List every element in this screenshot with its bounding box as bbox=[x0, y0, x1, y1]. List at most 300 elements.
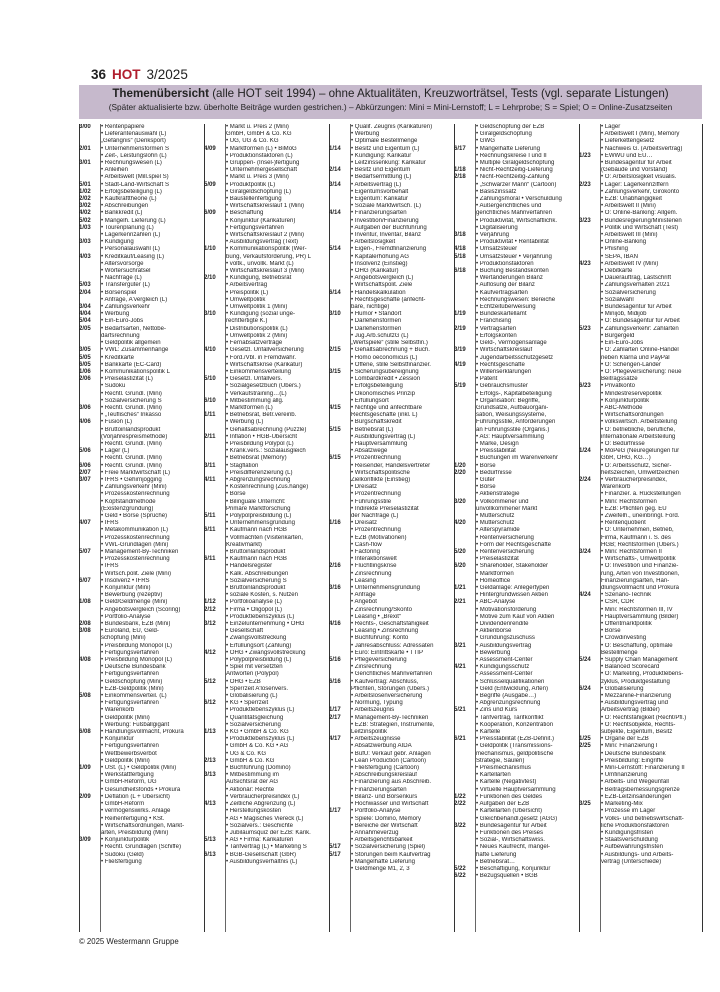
topic-entry bbox=[329, 189, 454, 196]
topic-entry bbox=[79, 772, 204, 779]
issue-date: 1/17 bbox=[329, 808, 341, 815]
topic-entry bbox=[329, 412, 454, 419]
topic-text: • Zweifelh., uneinbringl. Ford. bbox=[601, 512, 680, 519]
issue-date bbox=[579, 412, 601, 419]
topic-text: • O: Online-Banking: Allgem. bbox=[601, 210, 678, 217]
topic-entry bbox=[579, 124, 702, 131]
topic-text: • Gesetzl. Unfallvers. bbox=[226, 376, 283, 383]
topic-entry bbox=[204, 398, 329, 405]
issue-date bbox=[579, 621, 601, 628]
topic-text: • Geldmenge M1, 2, 3 bbox=[351, 865, 410, 872]
topic-text: • Gesetzl. Unfallversicherung bbox=[226, 347, 304, 354]
topic-entry bbox=[204, 686, 329, 693]
topic-text: • Arbeitszeugnis bbox=[351, 707, 395, 714]
topic-entry bbox=[579, 369, 702, 376]
topic-entry bbox=[204, 326, 329, 333]
topic-text: • Auflösung der Bilanz bbox=[476, 282, 535, 289]
issue-date bbox=[204, 297, 226, 304]
topic-text: • Lieferkettengesetz bbox=[601, 138, 655, 145]
issue-date bbox=[579, 585, 601, 592]
issue-date bbox=[204, 419, 226, 426]
topic-text: • O: betriebliche, berufliche, bbox=[601, 426, 676, 433]
topic-text: • Konjunkturpolitik bbox=[101, 837, 150, 844]
issue-date bbox=[204, 808, 226, 815]
issue-date bbox=[79, 513, 101, 520]
topic-text: • Kartelle (Negativtest) bbox=[476, 779, 537, 786]
topic-entry bbox=[204, 657, 329, 664]
topic-entry bbox=[79, 268, 204, 275]
issue-date: 3/02 bbox=[79, 203, 91, 210]
topic-text: • Beschäftigung, Konjunktur bbox=[476, 865, 551, 872]
topic-entry bbox=[204, 808, 329, 815]
topic-text: • Baustellenfertigung bbox=[226, 196, 282, 203]
topic-entry bbox=[79, 765, 204, 772]
issue-date bbox=[329, 376, 351, 383]
topic-text: • Bruttoinlandsprodukt bbox=[226, 548, 286, 555]
topic-entry bbox=[79, 722, 204, 729]
issue-date bbox=[204, 563, 226, 570]
topic-entry bbox=[204, 700, 329, 707]
topic-entry bbox=[454, 167, 579, 174]
topic-text: • Lager: Lagerkennziffern bbox=[601, 181, 669, 188]
topic-text: hafte Lieferung bbox=[476, 851, 517, 858]
topic-entry bbox=[454, 679, 579, 686]
issue-date: 6/23 bbox=[579, 383, 591, 390]
issue-date bbox=[329, 340, 351, 347]
issue-date bbox=[579, 268, 601, 275]
issue-date bbox=[579, 362, 601, 369]
topic-text: • Mini: Finanzierung I bbox=[601, 743, 658, 750]
topic-text: • Sozial-, Wirtschaftswiss. bbox=[476, 837, 545, 844]
topic-text: • Assessment-Center bbox=[476, 657, 533, 664]
topic-entry bbox=[454, 751, 579, 758]
issue-date bbox=[79, 268, 101, 275]
topic-entry bbox=[579, 182, 702, 189]
topic-entry bbox=[579, 326, 702, 333]
topic-text: • Buchung Bestandskonten bbox=[476, 268, 549, 275]
topic-text: • SEPA, IBAN bbox=[601, 253, 638, 260]
issue-date: 5/15 bbox=[329, 426, 341, 433]
topic-text: • Güter bbox=[476, 476, 495, 483]
topic-text: gerichtliches Mahnverfahren bbox=[476, 210, 552, 217]
topic-entry bbox=[204, 542, 329, 549]
topic-text: • Fertigungsverfahren bbox=[101, 649, 159, 656]
issue-date bbox=[79, 261, 101, 268]
topic-entry bbox=[579, 635, 702, 642]
topic-text: • Insolvenz (Einstieg) bbox=[351, 260, 408, 267]
topic-text: • Sperrzeit A'losenvers. bbox=[226, 685, 289, 692]
topic-text: • Rentenpapiere bbox=[101, 124, 145, 130]
issue-date bbox=[454, 297, 476, 304]
topic-text: • Bundesregierung/Ministerien bbox=[601, 217, 682, 224]
issue-date bbox=[204, 707, 226, 714]
topic-text: • Jugendarbeitsschutzgesetz bbox=[476, 354, 554, 361]
issue-date bbox=[79, 412, 101, 419]
issue-date bbox=[454, 657, 476, 664]
topic-entry bbox=[204, 499, 329, 506]
topic-entry bbox=[204, 772, 329, 779]
issue-date: 6/11 bbox=[204, 556, 216, 563]
topic-text: Bestellmenge bbox=[601, 649, 638, 656]
topic-entry bbox=[579, 347, 702, 354]
topic-entry bbox=[454, 599, 579, 606]
topic-text: • Online-Banking bbox=[601, 239, 647, 246]
issue-date bbox=[329, 607, 351, 614]
issue-date bbox=[454, 239, 476, 246]
issue-date bbox=[454, 376, 476, 383]
topic-entry bbox=[79, 463, 204, 470]
topic-entry bbox=[79, 578, 204, 585]
issue-date bbox=[79, 153, 101, 160]
topic-text: • Arbeitswelt (Mill.spiel S) bbox=[101, 174, 169, 181]
topic-text: • Verjährung bbox=[476, 232, 510, 239]
issue-date bbox=[454, 124, 476, 131]
issue-date bbox=[579, 275, 601, 282]
title-banner bbox=[79, 85, 702, 119]
issue-date: 3/22 bbox=[454, 822, 466, 829]
topic-entry bbox=[579, 196, 702, 203]
topic-entry bbox=[579, 441, 702, 448]
topic-text: • Gruppen- (Insel-)fertigung bbox=[226, 160, 300, 167]
topic-entry bbox=[329, 419, 454, 426]
topic-text: • Finanzierungsarten bbox=[351, 210, 407, 217]
topic-entry bbox=[329, 405, 454, 412]
topic-text: sation, Weisungssysteme, bbox=[476, 412, 547, 419]
topic-text: der Nachfrage (L) bbox=[351, 512, 399, 519]
topic-entry bbox=[79, 671, 204, 678]
issue-date bbox=[579, 333, 601, 340]
topic-text: • Nicht-Rechtzeitig-Lieferung bbox=[476, 167, 553, 174]
issue-date bbox=[204, 333, 226, 340]
topic-text: vertrag (Unterschiede) bbox=[601, 858, 662, 865]
topic-text: • Schlüsselqualifikationen bbox=[476, 678, 545, 685]
topic-entry bbox=[79, 419, 204, 426]
topic-text: • Umsatzsteuer • Verjährung bbox=[476, 253, 552, 260]
topic-text: Grundsätze, Aufbauorgani- bbox=[476, 404, 549, 411]
topic-entry bbox=[454, 700, 579, 707]
issue-date bbox=[204, 326, 226, 333]
topic-entry bbox=[579, 427, 702, 434]
topic-entry bbox=[579, 549, 702, 556]
topic-text: • Konjunktur (Karikaturen) bbox=[226, 217, 296, 224]
issue-date bbox=[79, 787, 101, 794]
topic-text: • GmbH & Co. KG • AG bbox=[226, 743, 289, 750]
issue-date: 5/17 bbox=[329, 844, 341, 851]
topic-text: • Sozialwahl bbox=[601, 296, 634, 303]
topic-text: • Umfinanzierung bbox=[601, 772, 648, 779]
topic-entry bbox=[579, 419, 702, 426]
topic-entry bbox=[204, 563, 329, 570]
topic-text: • Polypolpreisbildung (L) bbox=[226, 657, 292, 664]
topic-text: • IFRS • Gehirnjogging bbox=[101, 476, 162, 483]
issue-date: 5/03 bbox=[79, 282, 91, 289]
issue-date bbox=[579, 239, 601, 246]
topic-text: • Altersvorsorge bbox=[101, 260, 144, 267]
topic-text: • Mini-Lernstoff: Finanzierung II bbox=[601, 765, 685, 772]
topic-text: • Zahlungsverkehr: Zahlarten bbox=[601, 325, 679, 332]
topic-text: • Mangelhafte Lieferung bbox=[476, 145, 540, 152]
topic-text: Zielkonflikte (Einstieg) bbox=[351, 476, 411, 483]
topic-entry bbox=[454, 434, 579, 441]
issue-date bbox=[329, 153, 351, 160]
topic-text: • Shareholder, Stakeholder bbox=[476, 563, 549, 570]
topic-text: • Mangelh. Lieferung (L) bbox=[101, 217, 166, 224]
topic-text: • Ausbildungsvertrag (Text) bbox=[226, 239, 299, 246]
topic-text: unvollkommener Markt bbox=[476, 505, 538, 512]
topic-text: • Mindestreservepolitik bbox=[601, 390, 662, 397]
issue-date: 3/08 bbox=[79, 628, 91, 635]
topic-entry bbox=[454, 160, 579, 167]
topic-grid bbox=[79, 124, 702, 932]
issue-date bbox=[454, 859, 476, 866]
topic-text: (Gebäude und Vorstand) bbox=[601, 167, 668, 174]
topic-text: • Einkommensverteil. (L) bbox=[101, 693, 167, 700]
issue-date bbox=[79, 535, 101, 542]
topic-entry bbox=[579, 830, 702, 837]
issue-date bbox=[204, 232, 226, 239]
issue-number: 3/2025 bbox=[146, 67, 188, 82]
issue-date: 3/06 bbox=[79, 404, 91, 411]
issue-date bbox=[329, 362, 351, 369]
topic-entry bbox=[454, 340, 579, 347]
issue-date: 3/18 bbox=[454, 232, 466, 239]
topic-text: • Wirtschaftskrise (Karikatur) bbox=[226, 361, 303, 368]
topic-entry bbox=[79, 275, 204, 282]
topic-text: • VWL: Zusammenhänge bbox=[101, 347, 169, 354]
issue-date bbox=[79, 391, 101, 398]
topic-text: Warenkorb bbox=[601, 484, 631, 491]
topic-text: • O: Bedürfnisse bbox=[601, 440, 645, 447]
topic-entry bbox=[329, 333, 454, 340]
issue-date bbox=[329, 434, 351, 441]
topic-text: • Eigen-, Fremdfinanzierung bbox=[351, 246, 427, 253]
issue-date: 2/20 bbox=[454, 469, 466, 476]
topic-entry bbox=[204, 779, 329, 786]
topic-entry bbox=[329, 664, 454, 671]
issue-date bbox=[79, 246, 101, 253]
topic-text: • Deutsche Bundesbank bbox=[101, 664, 166, 671]
issue-date bbox=[454, 571, 476, 578]
issue-date bbox=[329, 297, 351, 304]
topic-entry bbox=[454, 743, 579, 750]
issue-date bbox=[579, 816, 601, 823]
topic-entry bbox=[579, 527, 702, 534]
topic-text: • Nicht-Rechtzeitig-Zahlung bbox=[476, 174, 550, 181]
topic-entry bbox=[204, 362, 329, 369]
issue-date bbox=[454, 131, 476, 138]
topic-entry bbox=[579, 722, 702, 729]
topic-text: • BGB-Gesellschaft (GbR) bbox=[226, 851, 296, 858]
topic-text: • Wirtschaftskreislauf 3 (Mini) bbox=[226, 268, 305, 275]
issue-date bbox=[204, 160, 226, 167]
issue-date bbox=[79, 664, 101, 671]
topic-entry bbox=[204, 729, 329, 736]
issue-date: 5/18 bbox=[454, 253, 466, 260]
topic-text: • Umweltpolitik 2 (Mini) bbox=[226, 332, 288, 339]
topic-text: • Kommunikationspolitik L bbox=[101, 368, 170, 375]
topic-entry bbox=[79, 434, 204, 441]
topic-entry bbox=[329, 592, 454, 599]
issue-date bbox=[454, 491, 476, 498]
issue-date: 2/01 bbox=[79, 145, 91, 152]
topic-entry bbox=[79, 585, 204, 592]
topic-entry bbox=[454, 398, 579, 405]
issue-date bbox=[329, 671, 351, 678]
topic-entry bbox=[204, 254, 329, 261]
issue-date: 2/21 bbox=[454, 599, 466, 606]
topic-entry bbox=[79, 715, 204, 722]
issue-date: 2/15 bbox=[329, 347, 341, 354]
topic-entry bbox=[79, 844, 204, 851]
topic-entry bbox=[204, 607, 329, 614]
topic-text: • BüfU: Verkauf gebr. Anlagen bbox=[351, 750, 431, 757]
topic-entry bbox=[329, 549, 454, 556]
topic-text: • Geld/Geldmenge (Mini) bbox=[101, 599, 168, 606]
topic-entry bbox=[329, 138, 454, 145]
topic-entry bbox=[579, 686, 702, 693]
issue-date bbox=[329, 535, 351, 542]
topic-entry bbox=[454, 844, 579, 851]
issue-date bbox=[79, 736, 101, 743]
topic-text: • Ausbildungsvertrag bbox=[476, 642, 532, 649]
issue-date bbox=[329, 643, 351, 650]
topic-entry bbox=[329, 261, 454, 268]
issue-date bbox=[329, 268, 351, 275]
topic-text: • Euroland, EU, Geld- bbox=[101, 628, 159, 635]
topic-entry bbox=[79, 218, 204, 225]
issue-date bbox=[454, 427, 476, 434]
topic-text: • voltk., unvollk. Markt (L) bbox=[226, 260, 294, 267]
topic-entry bbox=[454, 527, 579, 534]
issue-date bbox=[329, 398, 351, 405]
topic-text: • Markt u. Preis 2 (Mini) bbox=[226, 124, 289, 130]
topic-text: • Kaufmann nach HGB bbox=[226, 556, 287, 563]
topic-entry bbox=[204, 225, 329, 232]
topic-text: Kreativmarkt) bbox=[226, 541, 262, 548]
topic-text: • Crowdinvesting bbox=[601, 635, 647, 642]
topic-entry bbox=[79, 830, 204, 837]
issue-date: 6/14 bbox=[329, 289, 341, 296]
topic-text: • Sudoku bbox=[101, 383, 126, 390]
topic-text: Führungsstile, Anforderungen bbox=[476, 419, 556, 426]
topic-text: • Erfüllungsort bbox=[351, 397, 389, 404]
topic-text: • Rechnungskreise I und II bbox=[476, 152, 547, 159]
issue-date bbox=[454, 693, 476, 700]
topic-text: • OHG • EZB bbox=[226, 678, 261, 685]
topic-text: • Wirtschaftspolitische bbox=[351, 469, 410, 476]
topic-text: • Unternehmensgründung bbox=[351, 585, 421, 591]
topic-entry bbox=[204, 743, 329, 750]
topic-entry bbox=[454, 362, 579, 369]
topic-text: • Handelsregister bbox=[226, 563, 273, 570]
topic-entry bbox=[79, 787, 204, 794]
topic-text: Primäre Marktforschung bbox=[226, 505, 291, 512]
topic-text: • Phishing bbox=[601, 246, 628, 253]
topic-text: rechtfertigte K.) bbox=[226, 318, 268, 325]
topic-entry bbox=[579, 282, 702, 289]
issue-date bbox=[79, 571, 101, 578]
topic-text: • Fertigungsverfahren bbox=[101, 671, 159, 678]
issue-date bbox=[329, 527, 351, 534]
issue-date bbox=[204, 592, 226, 599]
issue-date bbox=[204, 362, 226, 369]
topic-entry bbox=[454, 801, 579, 808]
issue-date bbox=[579, 203, 601, 210]
topic-text: • Betriebsrat, Betr.vereinb. bbox=[226, 412, 297, 419]
issue-date bbox=[204, 484, 226, 491]
topic-text: • Zwangsvollstreckung bbox=[226, 635, 287, 642]
topic-entry bbox=[454, 722, 579, 729]
topic-entry bbox=[79, 837, 204, 844]
issue-date: 1/13 bbox=[204, 729, 216, 736]
topic-text: • Kalk. Abschreibungen bbox=[226, 570, 289, 577]
topic-text: zyklus, Produktgestaltung bbox=[601, 678, 670, 685]
topic-text: • Kündigung: Karikatur bbox=[351, 152, 412, 159]
topic-entry bbox=[329, 254, 454, 261]
topic-entry bbox=[204, 290, 329, 297]
issue-date bbox=[79, 607, 101, 614]
topic-entry bbox=[79, 347, 204, 354]
issue-date bbox=[329, 189, 351, 196]
topic-entry bbox=[579, 679, 702, 686]
issue-date bbox=[454, 715, 476, 722]
topic-entry bbox=[579, 275, 702, 282]
topic-text: • Rechtl. Grundl. (Mini) bbox=[101, 455, 162, 462]
issue-date bbox=[579, 578, 601, 585]
topic-entry bbox=[204, 160, 329, 167]
issue-date bbox=[204, 383, 226, 390]
topic-text: • Störungen beim Kaufvertrag bbox=[351, 851, 431, 858]
topic-entry bbox=[204, 477, 329, 484]
topic-text: • Wirtschaftskreislauf 1 (Mini) bbox=[226, 203, 305, 210]
topic-entry bbox=[454, 563, 579, 570]
topic-entry bbox=[329, 398, 454, 405]
topic-text: • Rechts-, Geschäftsfähigkeit bbox=[351, 621, 429, 628]
issue-date bbox=[579, 542, 601, 549]
topic-text: • Arbeitslosenversicherung bbox=[351, 693, 423, 700]
topic-text: • Fertigungsverfahren bbox=[101, 743, 159, 750]
topic-entry bbox=[329, 599, 454, 606]
topic-entry bbox=[454, 535, 579, 542]
issue-date: 2/05 bbox=[79, 325, 91, 332]
topic-entry bbox=[329, 542, 454, 549]
issue-date bbox=[79, 743, 101, 750]
issue-date bbox=[329, 491, 351, 498]
issue-date: 3/14 bbox=[329, 181, 341, 188]
topic-entry bbox=[454, 254, 579, 261]
topic-text: • Kartellarten (Übersicht) bbox=[476, 808, 542, 815]
issue-date bbox=[329, 318, 351, 325]
topic-entry bbox=[204, 427, 329, 434]
topic-entry bbox=[204, 369, 329, 376]
topic-text: • Mezzanine-Finanzierung bbox=[601, 693, 672, 700]
issue-date bbox=[204, 693, 226, 700]
issue-date: 6/05 bbox=[79, 361, 91, 368]
topic-entry bbox=[454, 758, 579, 765]
topic-entry bbox=[204, 520, 329, 527]
topic-entry bbox=[79, 823, 204, 830]
issue-date bbox=[454, 592, 476, 599]
topic-text: • Absatzwerbung AIDA bbox=[351, 743, 412, 750]
topic-entry bbox=[329, 455, 454, 462]
topic-entry bbox=[329, 635, 454, 642]
issue-date bbox=[204, 282, 226, 289]
topic-entry bbox=[454, 246, 579, 253]
topic-text: • Jug.Arb.schutzG (L) bbox=[351, 332, 409, 339]
topic-text: • Aufbewahrungsfristen bbox=[601, 844, 663, 851]
topic-entry bbox=[204, 189, 329, 196]
topic-text: • Funktionen des Preises bbox=[476, 829, 543, 836]
